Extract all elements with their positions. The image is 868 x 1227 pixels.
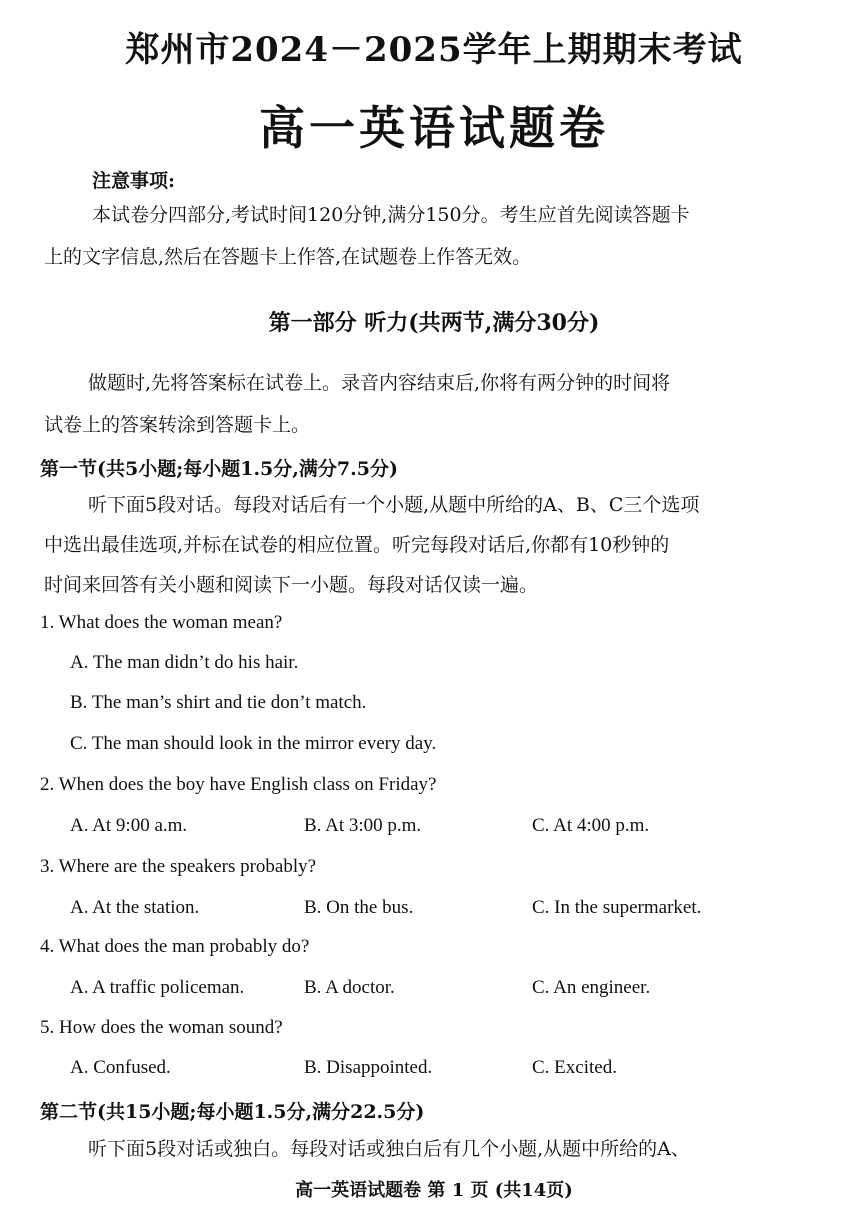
question-2-stem: 2. When does the boy have English class on Friday? bbox=[40, 774, 437, 795]
question-3-option-a: A. At the station. bbox=[70, 897, 200, 918]
page-footer: 高一英语试题卷 第 1 页 (共14页) bbox=[295, 1180, 573, 1201]
section2-heading: 第二节(共15小题;每小题1.5分,满分22.5分) bbox=[40, 1101, 425, 1123]
question-4-option-a: A. A traffic policeman. bbox=[70, 977, 245, 998]
section1-line-2: 中选出最佳选项,并标在试卷的相应位置。听完每段对话后,你都有10秒钟的 bbox=[44, 534, 670, 556]
section1-line-3: 时间来回答有关小题和阅读下一小题。每段对话仅读一遍。 bbox=[44, 574, 539, 596]
notice-line-1: 本试卷分四部分,考试时间120分钟,满分150分。考生应首先阅读答题卡 bbox=[92, 204, 690, 226]
question-4-option-c: C. An engineer. bbox=[532, 977, 651, 998]
question-1-option-b: B. The man’s shirt and tie don’t match. bbox=[70, 692, 367, 713]
notice-heading: 注意事项: bbox=[92, 170, 176, 192]
section1-heading: 第一节(共5小题;每小题1.5分,满分7.5分) bbox=[40, 458, 398, 480]
question-5-option-b: B. Disappointed. bbox=[304, 1057, 433, 1078]
question-3-stem: 3. Where are the speakers probably? bbox=[40, 856, 317, 877]
notice-line-2: 上的文字信息,然后在答题卡上作答,在试题卷上作答无效。 bbox=[44, 246, 532, 268]
question-2-option-a: A. At 9:00 a.m. bbox=[70, 815, 188, 836]
question-1-stem: 1. What does the woman mean? bbox=[40, 612, 283, 633]
question-3-option-b: B. On the bus. bbox=[304, 897, 414, 918]
question-1-option-c: C. The man should look in the mirror every day. bbox=[70, 733, 437, 754]
question-5-option-c: C. Excited. bbox=[532, 1057, 617, 1078]
question-4-stem: 4. What does the man probably do? bbox=[40, 936, 310, 957]
question-5-stem: 5. How does the woman sound? bbox=[40, 1017, 283, 1038]
section1-line-1: 听下面5段对话。每段对话后有一个小题,从题中所给的A、B、C三个选项 bbox=[88, 494, 700, 516]
part1-instruction-line-2: 试卷上的答案转涂到答题卡上。 bbox=[44, 414, 311, 436]
section2-line-1: 听下面5段对话或独白。每段对话或独白后有几个小题,从题中所给的A、 bbox=[88, 1138, 690, 1160]
question-3-option-c: C. In the supermarket. bbox=[532, 897, 702, 918]
paper-title: 高一英语试题卷 bbox=[259, 101, 609, 155]
question-1-option-a: A. The man didn’t do his hair. bbox=[70, 652, 299, 673]
part1-instruction-line-1: 做题时,先将答案标在试卷上。录音内容结束后,你将有两分钟的时间将 bbox=[88, 372, 671, 394]
question-4-option-b: B. A doctor. bbox=[304, 977, 395, 998]
question-2-option-b: B. At 3:00 p.m. bbox=[304, 815, 422, 836]
question-5-option-a: A. Confused. bbox=[70, 1057, 171, 1078]
question-2-option-c: C. At 4:00 p.m. bbox=[532, 815, 650, 836]
part1-title: 第一部分 听力(共两节,满分30分) bbox=[268, 310, 600, 336]
exam-title: 郑州市2024－2025学年上期期末考试 bbox=[125, 30, 743, 70]
